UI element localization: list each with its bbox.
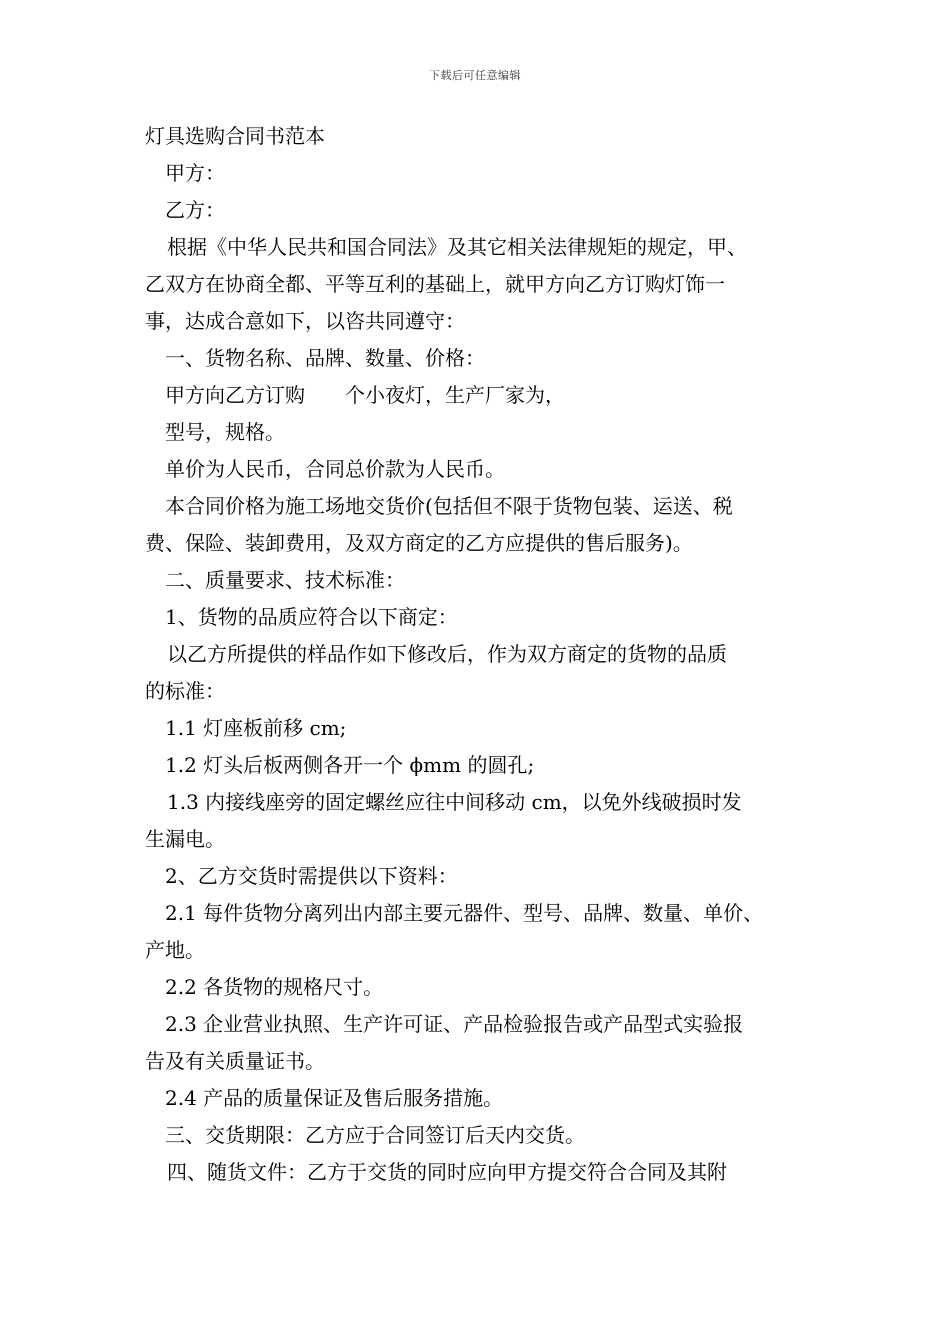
text-line: 根据《中华人民共和国合同法》及其它相关法律规矩的规定，甲、 [167, 235, 747, 259]
text-line: 乙方： [165, 198, 225, 222]
text-line: 费、保险、装卸费用，及双方商定的乙方应提供的售后服务)。 [145, 531, 693, 555]
text-line: 1.1 灯座板前移 cm; [165, 716, 347, 740]
text-line: 2.3 企业营业执照、生产许可证、产品检验报告或产品型式实验报 [165, 1012, 744, 1036]
text-line: 二、质量要求、技术标准： [165, 568, 405, 592]
text-line: 甲方向乙方订购 个小夜灯，生产厂家为， [165, 383, 565, 407]
text-line: 的标准： [145, 679, 225, 703]
text-line: 2.1 每件货物分离列出内部主要元器件、型号、品牌、数量、单价、 [165, 901, 764, 925]
text-line: 四、随货文件：乙方于交货的同时应向甲方提交符合合同及其附 [167, 1160, 727, 1184]
text-line: 甲方： [165, 161, 225, 185]
text-line: 乙双方在协商全都、平等互利的基础上，就甲方向乙方订购灯饰一 [145, 272, 725, 296]
text-line: 本合同价格为施工场地交货价(包括但不限于货物包装、运送、税 [165, 494, 733, 518]
text-line: 1.2 灯头后板两侧各开一个 ϕmm 的圆孔; [165, 753, 535, 777]
text-line: 事，达成合意如下，以咨共同遵守： [145, 309, 465, 333]
text-line: 告及有关质量证书。 [145, 1049, 325, 1073]
text-line: 单价为人民币，合同总价款为人民币。 [165, 457, 505, 481]
text-line: 生漏电。 [145, 827, 225, 851]
text-line: 1、货物的品质应符合以下商定： [165, 605, 458, 629]
text-line: 以乙方所提供的样品作如下修改后，作为双方商定的货物的品质 [167, 642, 727, 666]
text-line: 一、货物名称、品牌、数量、价格： [165, 346, 485, 370]
text-line: 型号，规格。 [165, 420, 285, 444]
contract-body [145, 118, 815, 1191]
text-line: 2、乙方交货时需提供以下资料： [165, 864, 458, 888]
text-line: 2.4 产品的质量保证及售后服务措施。 [165, 1086, 504, 1110]
text-line: 2.2 各货物的规格尺寸。 [165, 975, 384, 999]
text-line: 1.3 内接线座旁的固定螺丝应往中间移动 cm，以免外线破损时发 [167, 790, 742, 814]
header-note: 下载后可任意编辑 [429, 69, 521, 82]
text-line: 三、交货期限：乙方应于合同签订后天内交货。 [165, 1123, 585, 1147]
document-title: 灯具选购合同书范本 [145, 124, 325, 148]
text-line: 产地。 [145, 938, 205, 962]
